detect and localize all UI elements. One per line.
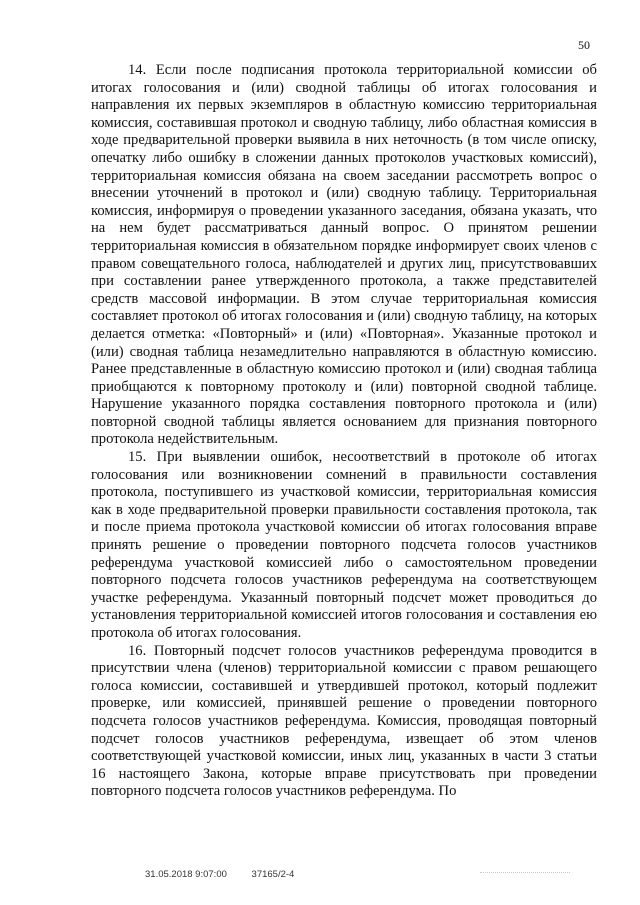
footer-timestamp: 31.05.2018 9:07:00 bbox=[145, 869, 227, 880]
footer-dotted-mark bbox=[480, 872, 570, 875]
page-number: 50 bbox=[578, 38, 590, 52]
document-footer bbox=[145, 869, 316, 880]
document-body bbox=[91, 62, 597, 801]
footer-doc-id: 37165/2-4 bbox=[251, 869, 295, 880]
paragraph-16: 16. Повторный подсчет голосов участников референдума проводится в присутствии члена (членов) территориальной комиссии с правом решающего голоса комиссии, составившей и утвердившей протокол, который подлежит проверке, или комиссией, принявшей решение о проведении повторного подсчета голосов участников референдума. Комиссия, проводящая повторный подсчет голосов участников референдума, извещает об этом членов соответствующей участковой комиссии, иных лиц, указанных в части 3 статьи 16 настоящего Закона, которые вправе присутствовать при проведении повторного подсчета голосов участников референдума. По bbox=[91, 642, 597, 800]
paragraph-15: 15. При выявлении ошибок, несоответствий в протоколе об итогах голосования или возникновении сомнений в правильности составления протокола, поступившего из участковой комиссии, территориальная комиссия как в ходе предварительной проверки правильности составления протокола, так и после приема протокола участковой комиссии об итогах голосования вправе принять решение о проведении повторного подсчета голосов участников референдума участковой комиссией либо о самостоятельном проведении повторного подсчета голосов участников референдума на соответствующем участке референдума. Указанный повторный подсчет может проводиться до установления территориальной комиссией итогов голосования и составления ею протокола об итогах голосования. bbox=[91, 449, 597, 641]
paragraph-14: 14. Если после подписания протокола территориальной комиссии об итогах голосования и (или) сводной таблицы об итогах голосования и направления их первых экземпляров в областную комиссию территориальная комиссия, составившая протокол и сводную таблицу, либо областная комиссия в ходе предварительной проверки выявила в них неточность (в том числе описку, опечатку либо ошибку в сложении данных протоколов участковых комиссий), территориальная комиссия обязана на своем заседании рассмотреть вопрос о внесении уточнений в протокол и (или) сводную таблицу. Территориальная комиссия, информируя о проведении указанного заседания, обязана указать, что на нем будет рассматриваться данный вопрос. О принятом решении территориальная комиссия в обязательном порядке информирует своих членов с правом совещательного голоса, наблюдателей и других лиц, присутствовавших при составлении ранее утвержденного протокола, а также представителей средств массовой информации. В этом случае территориальная комиссия составляет протокол об итогах голосования и (или) сводную таблицу, на которых делается отметка: «Повторный» и (или) «Повторная». Указанные протокол и (или) сводная таблица незамедлительно направляются в областную комиссию. Ранее представленные в областную комиссию протокол и (или) сводная таблица приобщаются к повторному протоколу и (или) повторной сводной таблице. Нарушение указанного порядка составления повторного протокола и (или) повторной сводной таблицы является основанием для признания повторного протокола недействительным. bbox=[91, 62, 597, 448]
